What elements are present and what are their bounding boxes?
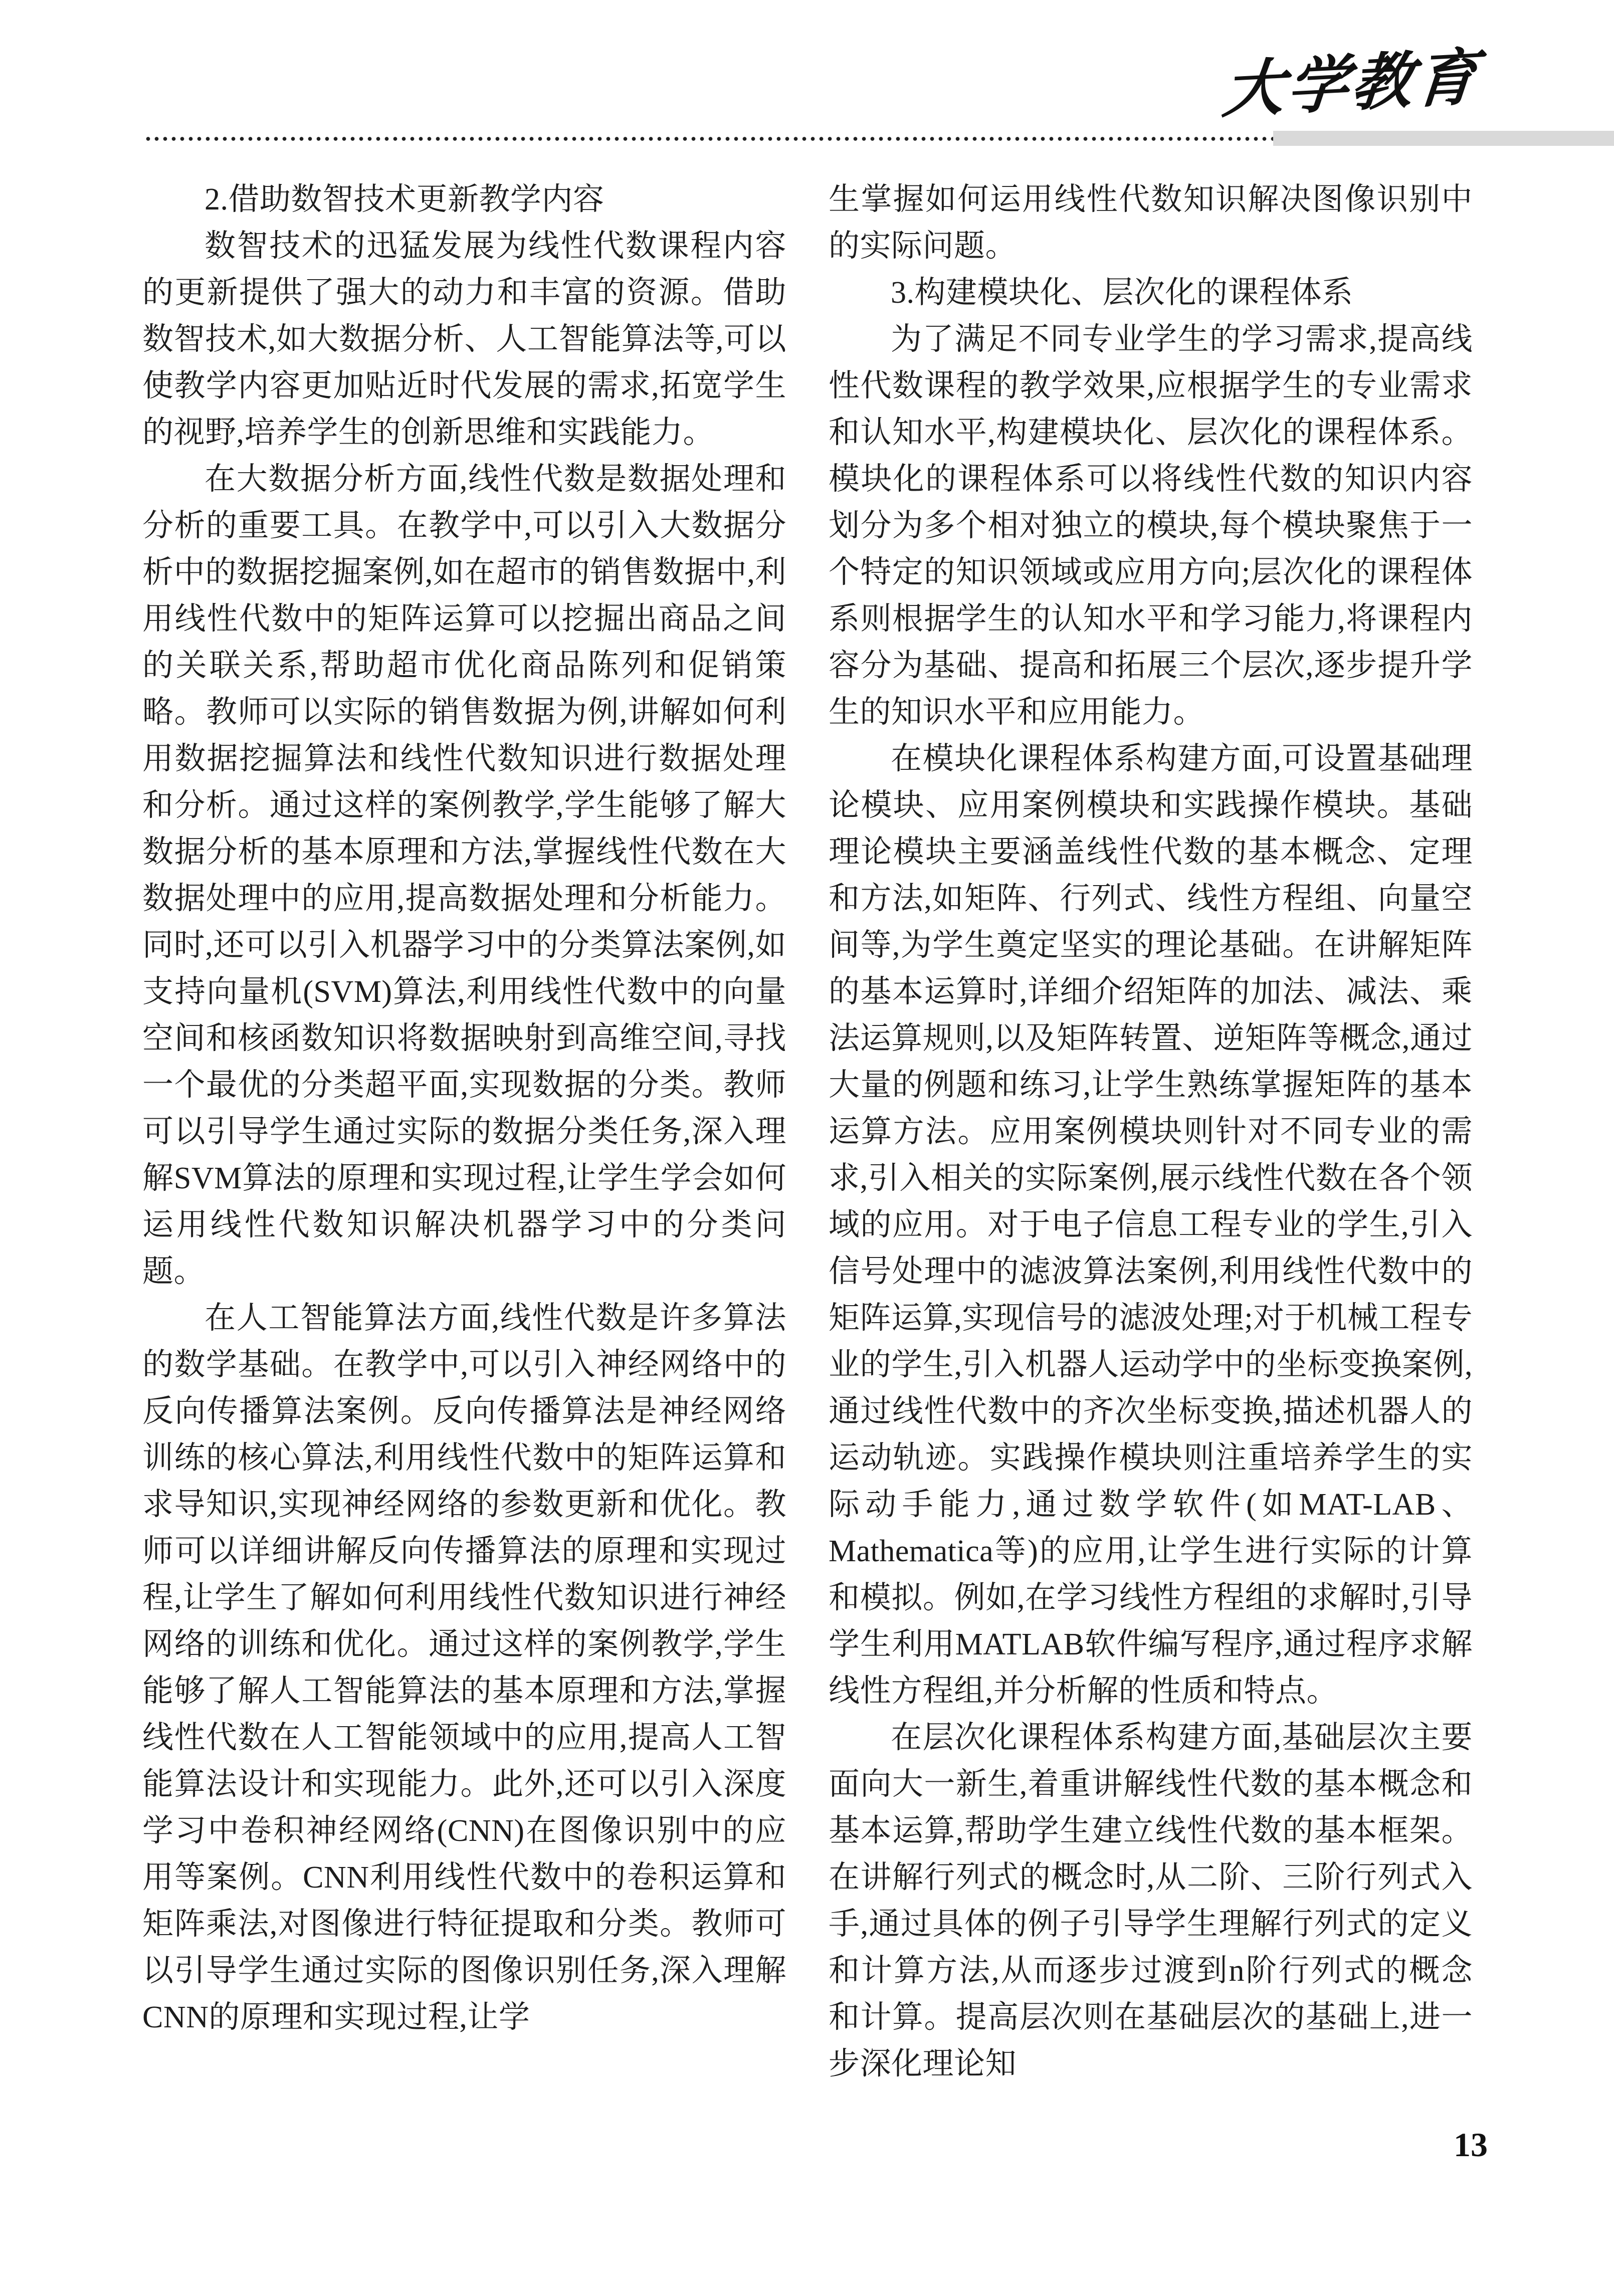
section-heading: 2.借助数智技术更新教学内容 — [205, 182, 604, 217]
right-column — [829, 176, 1473, 2088]
section-heading: 3.构建模块化、层次化的课程体系 — [891, 276, 1353, 310]
body-paragraph: 数智技术的迅猛发展为线性代数课程内容的更新提供了强大的动力和丰富的资源。借助数智技术,如大数据分析、人工智能算法等,可以使教学内容更加贴近时代发展的需求,拓宽学生的视野,培养学生的创新思维和实践能力。 — [142, 229, 786, 450]
body-paragraph: 在人工智能算法方面,线性代数是许多算法的数学基础。在教学中,可以引入神经网络中的反向传播算法案例。反向传播算法是神经网络训练的核心算法,利用线性代数中的矩阵运算和求导知识,实现神经网络的参数更新和优化。教师可以详细讲解反向传播算法的原理和实现过程,让学生了解如何利用线性代数知识进行神经网络的训练和优化。通过这样的案例教学,学生能够了解人工智能算法的基本原理和方法,掌握线性代数在人工智能领域中的应用,提高人工智能算法设计和实现能力。此外,还可以引入深度学习中卷积神经网络(CNN)在图像识别中的应用等案例。CNN利用线性代数中的卷积运算和矩阵乘法,对图像进行特征提取和分类。教师可以引导学生通过实际的图像识别任务,深入理解CNN的原理和实现过程,让学 — [142, 1301, 786, 2034]
header-gray-bar — [1273, 131, 1614, 146]
body-paragraph: 在大数据分析方面,线性代数是数据处理和分析的重要工具。在教学中,可以引入大数据分析中的数据挖掘案例,如在超市的销售数据中,利用线性代数中的矩阵运算可以挖掘出商品之间的关联关系,帮助超市优化商品陈列和促销策略。教师可以实际的销售数据为例,讲解如何利用数据挖掘算法和线性代数知识进行数据处理和分析。通过这样的案例教学,学生能够了解大数据分析的基本原理和方法,掌握线性代数在大数据处理中的应用,提高数据处理和分析能力。同时,还可以引入机器学习中的分类算法案例,如支持向量机(SVM)算法,利用线性代数中的向量空间和核函数知识将数据映射到高维空间,寻找一个最优的分类超平面,实现数据的分类。教师可以引导学生通过实际的数据分类任务,深入理解SVM算法的原理和实现过程,让学生学会如何运用线性代数知识解决机器学习中的分类问题。 — [142, 462, 786, 1289]
left-column — [142, 176, 786, 2041]
body-paragraph: 在模块化课程体系构建方面,可设置基础理论模块、应用案例模块和实践操作模块。基础理论模块主要涵盖线性代数的基本概念、定理和方法,如矩阵、行列式、线性方程组、向量空间等,为学生奠定坚实的理论基础。在讲解矩阵的基本运算时,详细介绍矩阵的加法、减法、乘法运算规则,以及矩阵转置、逆矩阵等概念,通过大量的例题和练习,让学生熟练掌握矩阵的基本运算方法。应用案例模块则针对不同专业的需求,引入相关的实际案例,展示线性代数在各个领域的应用。对于电子信息工程专业的学生,引入信号处理中的滤波算法案例,利用线性代数中的矩阵运算,实现信号的滤波处理;对于机械工程专业的学生,引入机器人运动学中的坐标变换案例,通过线性代数中的齐次坐标变换,描述机器人的运动轨迹。实践操作模块则注重培养学生的实际动手能力,通过数学软件(如MAT-LAB、Mathematica等)的应用,让学生进行实际的计算和模拟。例如,在学习线性方程组的求解时,引导学生利用MATLAB软件编写程序,通过程序求解线性方程组,并分析解的性质和特点。 — [829, 742, 1473, 1708]
journal-logo: 大学教育 — [1220, 44, 1483, 125]
body-paragraph: 为了满足不同专业学生的学习需求,提高线性代数课程的教学效果,应根据学生的专业需求和认知水平,构建模块化、层次化的课程体系。模块化的课程体系可以将线性代数的知识内容划分为多个相对独立的模块,每个模块聚焦于一个特定的知识领域或应用方向;层次化的课程体系则根据学生的认知水平和学习能力,将课程内容分为基础、提高和拓展三个层次,逐步提升学生的知识水平和应用能力。 — [829, 322, 1473, 729]
continuation-paragraph: 生掌握如何运用线性代数知识解决图像识别中的实际问题。 — [829, 182, 1473, 263]
page-number: 13 — [1454, 2126, 1488, 2164]
body-paragraph: 在层次化课程体系构建方面,基础层次主要面向大一新生,着重讲解线性代数的基本概念和基本运算,帮助学生建立线性代数的基本框架。在讲解行列式的概念时,从二阶、三阶行列式入手,通过具体的例子引导学生理解行列式的定义和计算方法,从而逐步过渡到n阶行列式的概念和计算。提高层次则在基础层次的基础上,进一步深化理论知 — [829, 1721, 1473, 2081]
header-dotted-rule — [144, 132, 1273, 146]
